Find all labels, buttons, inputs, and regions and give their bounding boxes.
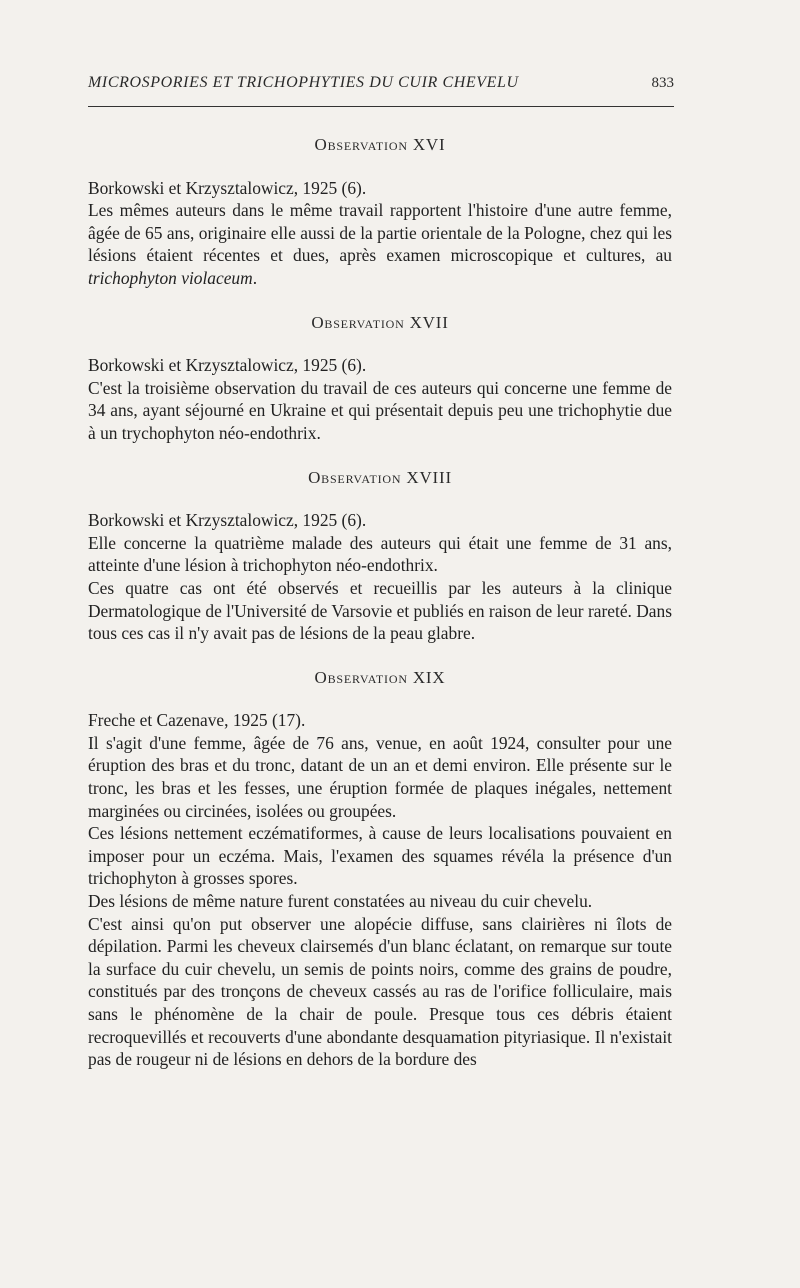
paragraph-observation-17: C'est la troisième observation du travail de ces auteurs qui concerne une femme de 34 ans, ayant séjourné en Ukraine et qui présentait depuis peu une trichophytie due à un trychophyton néo-endothrix. bbox=[88, 377, 672, 443]
header-rule bbox=[88, 106, 674, 107]
running-head bbox=[88, 74, 674, 92]
text-segment: Les mêmes auteurs dans le même travail rapportent l'histoire d'une autre femme, âgée de 65 ans, originaire elle aussi de la partie orientale de la Pologne, chez qui les lésions étaient récentes et dues, après examen microscopique et cultures, au bbox=[88, 200, 672, 266]
body-text bbox=[88, 132, 672, 1071]
text-segment: . bbox=[252, 267, 258, 288]
paragraph-observation-18: Elle concerne la quatrième malade des auteurs qui était une femme de 31 ans, atteinte d'une lésion à trichophyton néo-endothrix. bbox=[88, 532, 672, 576]
paragraph-observation-19-d: C'est ainsi qu'on put observer une alopécie diffuse, sans clairières ni îlots de dépilation. Parmi les cheveux clairsemés d'un blanc éclatant, on remarque sur toute la surface du cuir chevelu, un semis de points noirs, comme des grains de poudre, constitués par des tronçons de cheveux cassés au ras de l'orifice folliculaire, mais sans le phénomène de la chair de poule. Presque tous ces débris étaient recroquevillés et recouverts d'une abondante desquamation pityriasique. Il n'existait pas de rougeur ni de lésions en dehors de la bordure des bbox=[88, 913, 672, 1070]
heading-observation-19: Observation XIX bbox=[314, 667, 446, 687]
paragraph-observation-16 bbox=[88, 199, 672, 289]
page-number: 833 bbox=[651, 75, 674, 91]
reference-observation-16: Borkowski et Krzysztalowicz, 1925 (6). bbox=[88, 177, 367, 198]
heading-observation-17: Observation XVII bbox=[311, 312, 449, 332]
reference-observation-17: Borkowski et Krzysztalowicz, 1925 (6). bbox=[88, 355, 367, 376]
reference-observation-18: Borkowski et Krzysztalowicz, 1925 (6). bbox=[88, 510, 367, 531]
running-title: MICROSPORIES ET TRICHOPHYTIES DU CUIR CHEVELU bbox=[88, 74, 519, 91]
paragraph-observation-18-summary: Ces quatre cas ont été observés et recueillis par les auteurs à la clinique Dermatologique de l'Université de Varsovie et publiés en raison de leur rareté. Dans tous ces cas il n'y avait pas de lésions de la peau glabre. bbox=[88, 577, 672, 644]
heading-observation-16: Observation XVI bbox=[314, 135, 446, 154]
heading-observation-18: Observation XVIII bbox=[308, 467, 452, 487]
reference-observation-19: Freche et Cazenave, 1925 (17). bbox=[88, 710, 306, 731]
paragraph-observation-19-c: Des lésions de même nature furent constatées au niveau du cuir chevelu. bbox=[88, 891, 593, 912]
paragraph-observation-19-a: Il s'agit d'une femme, âgée de 76 ans, venue, en août 1924, consulter pour une éruption des bras et du tronc, datant de un an et demi environ. Elle présente sur le tronc, les bras et les fesses, une éruption formée de plaques inégales, nettement marginées ou circinées, isolées ou groupées. bbox=[88, 732, 672, 821]
paragraph-observation-19-b: Ces lésions nettement eczématiformes, à cause de leurs localisations pouvaient en imposer pour un eczéma. Mais, l'examen des squames révéla la présence d'un trichophyton à grosses spores. bbox=[88, 823, 672, 889]
italic-species-name: trichophyton violaceum bbox=[88, 267, 253, 288]
